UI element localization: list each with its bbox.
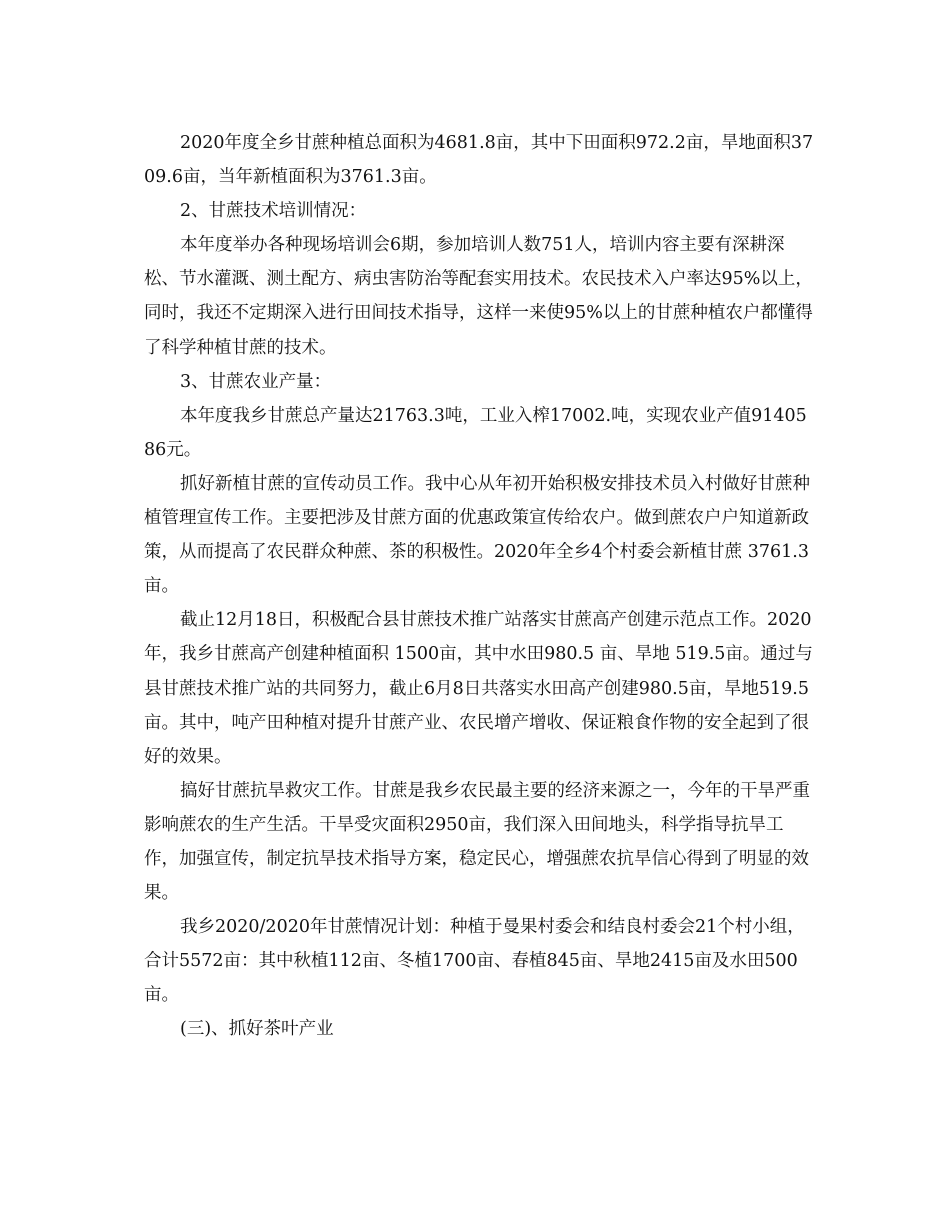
- paragraph-technical-training: 本年度举办各种现场培训会6期，参加培训人数751人，培训内容主要有深耕深松、节水灌溉、测土配方、病虫害防治等配套实用技术。农民技术入户率达95%以上，同时，我还不定期深入进行田间技术指导，这样一来使95%以上的甘蔗种植农户都懂得了科学种植甘蔗的技术。: [144, 235, 813, 358]
- heading-tea-industry: (三)、抓好茶叶产业: [180, 1019, 334, 1040]
- document-body: [144, 126, 814, 1047]
- paragraph-planting-plan: 我乡2020/2020年甘蔗情况计划：种植于曼果村委会和结良村委会21个村小组，合计5572亩：其中秋植112亩、冬植1700亩、春植845亩、旱地2415亩及水田500亩。: [144, 917, 805, 1006]
- paragraph-high-yield-demo: 截止12月18日，积极配合县甘蔗技术推广站落实甘蔗高产创建示范点工作。2020年，我乡甘蔗高产创建种植面积 1500亩，其中水田980.5 亩、旱地 519.5亩。通过与县甘蔗技术推广站的共同努力，截止6月8日共落实水田高产创建980.5亩，旱地519.5亩。其中，吨产田种植对提升甘蔗产业、农民增产增收、保证粮食作物的安全起到了很好的效果。: [144, 610, 813, 767]
- paragraph-sugarcane-area: 2020年度全乡甘蔗种植总面积为4681.8亩，其中下田面积972.2亩，旱地面积3709.6亩，当年新植面积为3761.3亩。: [144, 133, 814, 188]
- paragraph-publicity-work: 抓好新植甘蔗的宣传动员工作。我中心从年初开始积极安排技术员入村做好甘蔗种植管理宣传工作。主要把涉及甘蔗方面的优惠政策宣传给农户。做到蔗农户户知道新政策，从而提高了农民群众种蔗、茶的积极性。2020年全乡4个村委会新植甘蔗 3761.3亩。: [144, 473, 810, 597]
- paragraph-drought-relief: 搞好甘蔗抗旱救灾工作。甘蔗是我乡农民最主要的经济来源之一，今年的干旱严重影响蔗农的生产生活。干旱受灾面积2950亩，我们深入田间地头，科学指导抗旱工作，加强宣传，制定抗旱技术指导方案，稳定民心，增强蔗农抗旱信心得到了明显的效果。: [144, 780, 810, 904]
- heading-technical-training: 2、甘蔗技术培训情况：: [180, 201, 367, 222]
- paragraph-agricultural-output: 本年度我乡甘蔗总产量达21763.3吨，工业入榨17002.吨，实现农业产值9140586元。: [144, 405, 807, 460]
- heading-agricultural-output: 3、甘蔗农业产量：: [180, 371, 332, 392]
